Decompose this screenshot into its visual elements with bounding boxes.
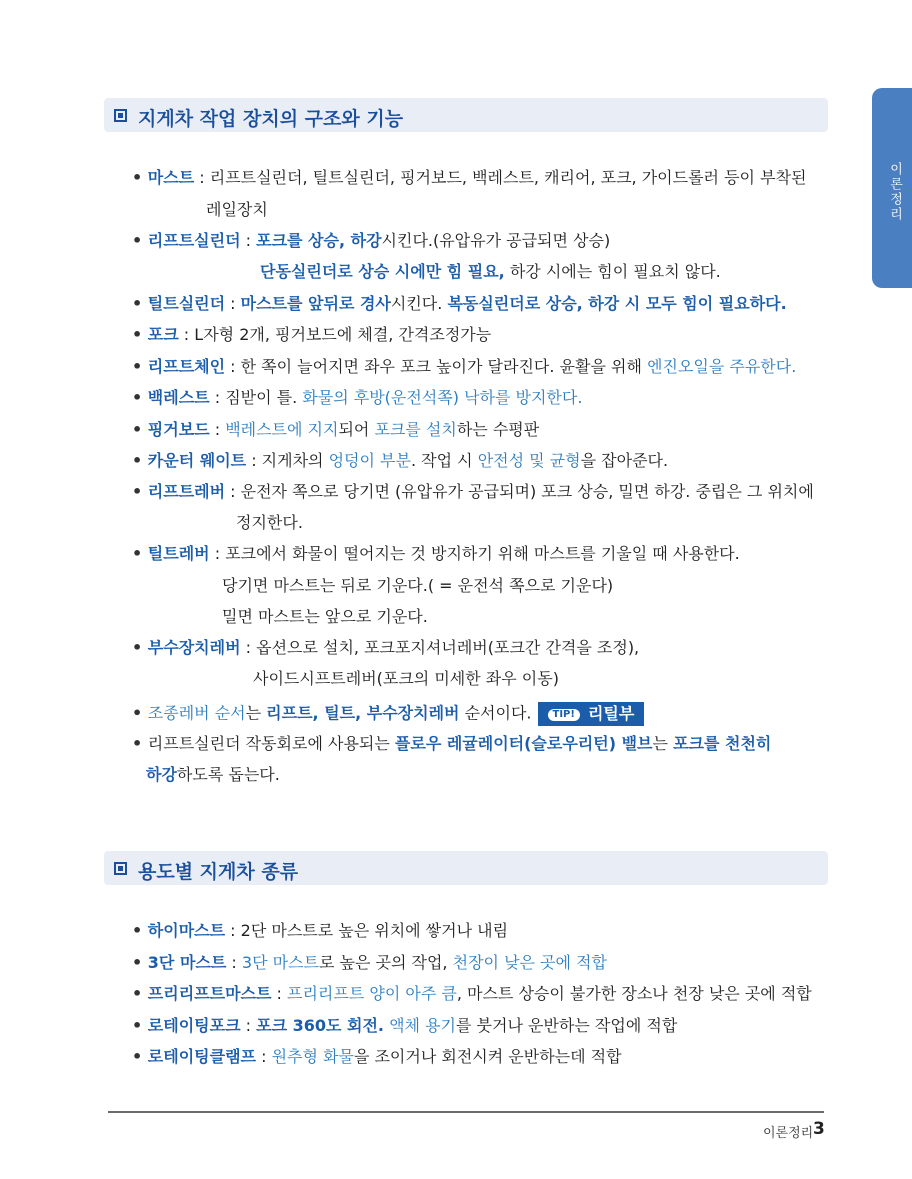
section-header-1 (104, 98, 828, 132)
list-item: • 3단 마스트 : 3단 마스트로 높은 곳의 작업, 천장이 낮은 곳에 적합 (132, 953, 607, 972)
list-item-cont: 단동실린더로 상승 시에만 힘 필요, 하강 시에는 힘이 필요치 않다. (260, 262, 721, 281)
square-bullet-icon (114, 862, 127, 875)
list-item-cont: 사이드시프트레버(포크의 미세한 좌우 이동) (253, 669, 559, 688)
list-item: • 로테이팅클램프 : 원추형 화물을 조이거나 회전시켜 운반하는데 적합 (132, 1047, 622, 1066)
side-tab-label: 이론정리 (887, 162, 902, 222)
page-number: 3 (813, 1119, 825, 1139)
list-item: • 하이마스트 : 2단 마스트로 높은 위치에 쌓거나 내림 (132, 921, 509, 940)
list-item: • 리프트레버 : 운전자 쪽으로 당기면 (유압유가 공급되며) 포크 상승, 밀면 하강. 중립은 그 위치에 (132, 482, 814, 501)
list-item: • 리프트실린더 : 포크를 상승, 하강시킨다.(유압유가 공급되면 상승) (132, 231, 611, 250)
list-item: • 틸트실린더 : 마스트를 앞뒤로 경사시킨다. 복동실린더로 상승, 하강 시 모두 힘이 필요하다. (132, 294, 787, 313)
list-item-cont: 밀면 마스트는 앞으로 기운다. (222, 607, 428, 626)
tip-tag: TIP! (548, 709, 580, 721)
list-item: • 리프트체인 : 한 쪽이 늘어지면 좌우 포크 높이가 달라진다. 윤활을 위해 엔진오일을 주유한다. (132, 357, 797, 376)
list-item: • 조종레버 순서는 리프트, 틸트, 부수장치레버 순서이다. TIP! 리틸부 (132, 702, 644, 726)
list-item: • 백레스트 : 짐받이 틀. 화물의 후방(운전석쪽) 낙하를 방지한다. (132, 388, 583, 407)
list-item: • 부수장치레버 : 옵션으로 설치, 포크포지셔너레버(포크간 간격을 조정), (132, 638, 640, 657)
list-item: • 틸트레버 : 포크에서 화물이 떨어지는 것 방지하기 위해 마스트를 기울일 때 사용한다. (132, 544, 740, 563)
list-item: • 핑거보드 : 백레스트에 지지되어 포크를 설치하는 수평판 (132, 420, 540, 439)
list-item: • 카운터 웨이트 : 지게차의 엉덩이 부분. 작업 시 안전성 및 균형을 잡아준다. (132, 451, 669, 470)
list-item: • 프리리프트마스트 : 프리리프트 양이 아주 큼, 마스트 상승이 불가한 장소나 천장 낮은 곳에 적합 (132, 984, 812, 1003)
list-item: • 마스트 : 리프트실린더, 틸트실린더, 핑거보드, 백레스트, 캐리어, 포크, 가이드롤러 등이 부착된 (132, 168, 807, 187)
tip-box: TIP! 리틸부 (538, 702, 645, 726)
list-item: • 포크 : L자형 2개, 핑거보드에 체결, 간격조정가능 (132, 325, 492, 344)
list-item-cont: 정지한다. (236, 513, 303, 532)
list-item-cont: 레일장치 (206, 200, 268, 219)
list-item-cont: 당기면 마스트는 뒤로 기운다.( = 운전석 쪽으로 기운다) (222, 576, 614, 595)
square-bullet-icon (114, 109, 127, 122)
section-title: 지게차 작업 장치의 구조와 기능 (138, 108, 404, 130)
list-item-cont: 하강하도록 돕는다. (146, 765, 280, 784)
list-item: • 리프트실린더 작동회로에 사용되는 플로우 레귤레이터(슬로우리턴) 밸브는 포크를 천천히 (132, 734, 772, 753)
list-item: • 로테이팅포크 : 포크 360도 회전. 액체 용기를 붓거나 운반하는 작업에 적합 (132, 1016, 678, 1035)
section-header-2 (104, 851, 828, 885)
footer-divider (108, 1111, 824, 1113)
section-title: 용도별 지게차 종류 (138, 861, 299, 883)
footer-label: 이론정리 (763, 1126, 814, 1141)
